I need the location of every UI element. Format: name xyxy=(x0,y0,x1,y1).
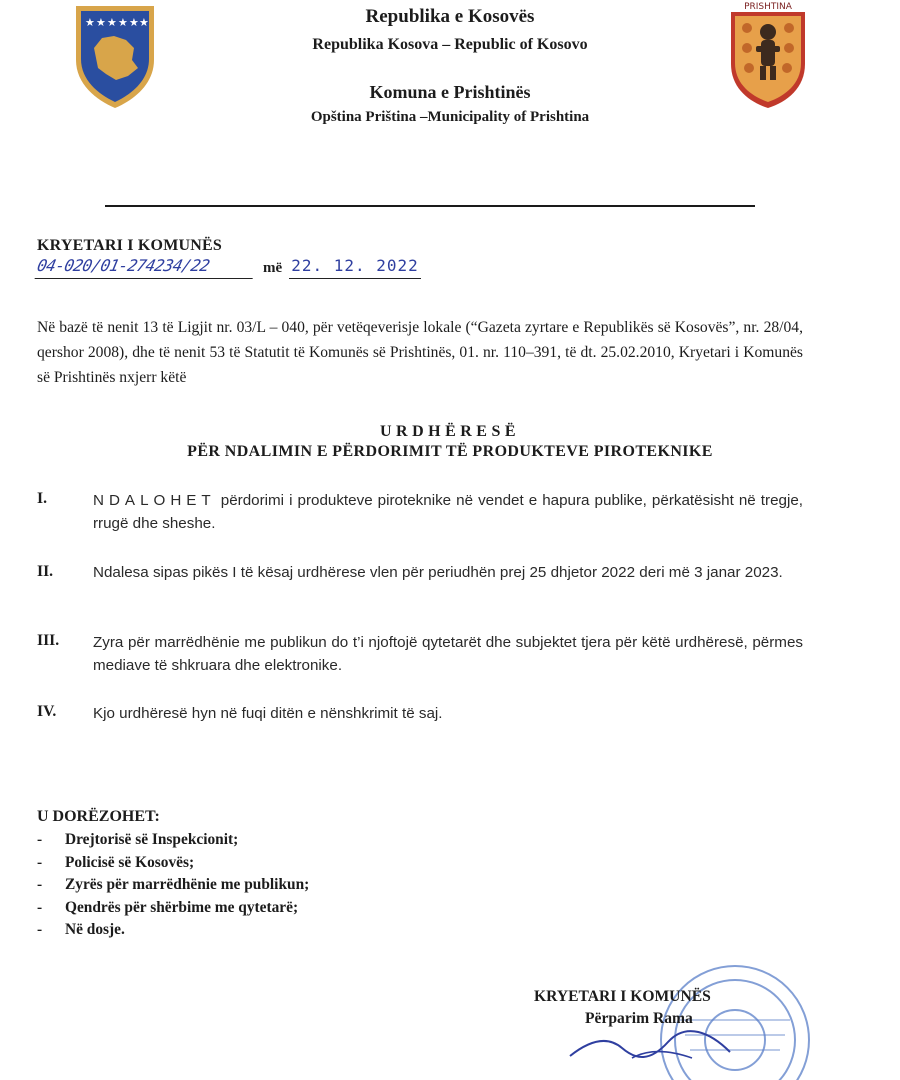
svg-text:★: ★ xyxy=(107,16,117,29)
header-divider xyxy=(105,205,755,207)
article-number: III. xyxy=(37,632,60,649)
document-subtitle: PËR NDALIMIN E PËRDORIMIT TË PRODUKTEVE PIROTEKNIKE xyxy=(187,443,713,460)
reference-number: 04-020/01-274234/22 xyxy=(35,256,258,279)
header-republic-albanian: Republika e Kosovës xyxy=(365,6,535,27)
document-title: URDHËRESË xyxy=(379,423,521,440)
svg-text:★: ★ xyxy=(129,16,139,29)
svg-text:★: ★ xyxy=(85,16,95,29)
article-lead: NDALOHET xyxy=(93,492,216,509)
sender-title: KRYETARI I KOMUNËS xyxy=(37,237,222,254)
delivery-list xyxy=(37,831,309,944)
article-number: IV. xyxy=(37,703,57,720)
article-body: Kjo urdhëresë hyn në fuqi ditën e nënshkrimit të saj. xyxy=(93,705,443,722)
list-item: - Qendrës për shërbime me qytetarë; xyxy=(37,898,299,916)
reference-date: 22. 12. 2022 xyxy=(289,256,421,279)
header-municipality-multilingual: Opština Priština –Municipality of Prishtina xyxy=(310,109,590,125)
prishtina-emblem-icon xyxy=(727,0,809,110)
list-item: - Në dosje. xyxy=(37,921,125,939)
article-body: Ndalesa sipas pikës I të kësaj urdhërese vlen për periudhën prej 25 dhjetor 2022 deri më 3 janar 2023. xyxy=(93,564,783,581)
article-text xyxy=(93,489,803,535)
article-body: përdorimi i produkteve piroteknike në vendet e hapura publike, përkatësisht në tregje, rrugë dhe sheshe. xyxy=(93,492,803,532)
handwritten-signature-icon xyxy=(560,1018,760,1063)
header-municipality-albanian: Komuna e Prishtinës xyxy=(369,82,531,102)
article-number: II. xyxy=(37,563,54,580)
svg-text:★: ★ xyxy=(139,16,149,29)
article-body: Zyra për marrëdhënie me publikun do t’i njoftojë qytetarët dhe subjektet tjera për këtë urdhëresë, përmes mediave të shkruara dhe elektronike. xyxy=(93,634,803,674)
kosovo-coat-of-arms-icon xyxy=(72,2,158,110)
svg-text:★: ★ xyxy=(96,16,106,29)
prishtina-emblem-label: PRISHTINA xyxy=(744,2,792,12)
signature-title: KRYETARI I KOMUNËS xyxy=(534,988,711,1005)
svg-text:★: ★ xyxy=(118,16,128,29)
delivery-title: U DORËZOHET: xyxy=(37,808,160,825)
reference-line xyxy=(37,256,457,282)
list-item: - Policisë së Kosovës; xyxy=(37,853,195,871)
article-number: I. xyxy=(37,490,47,507)
reference-me-label: më xyxy=(263,260,283,276)
header-republic-multilingual: Republika Kosova – Republic of Kosovo xyxy=(312,36,588,53)
list-item: - Zyrës për marrëdhënie me publikun; xyxy=(37,876,310,894)
list-item: - Drejtorisë së Inspekcionit; xyxy=(37,831,239,848)
preamble-paragraph: Në bazë të nenit 13 të Ligjit nr. 03/L – 040, për vetëqeverisje lokale (“Gazeta zyrtare e Republikës së Kosovës”, nr. 28/04, qershor 2008), dhe të nenit 53 të Statutit të Komunës së Prishtinës, 01. nr. 110–391, të dt. 25.02.2010, Kryetari i Komunës së Prishtinës nxjerr këtë xyxy=(37,319,803,386)
signature-name: Përparim Rama xyxy=(585,1010,693,1027)
